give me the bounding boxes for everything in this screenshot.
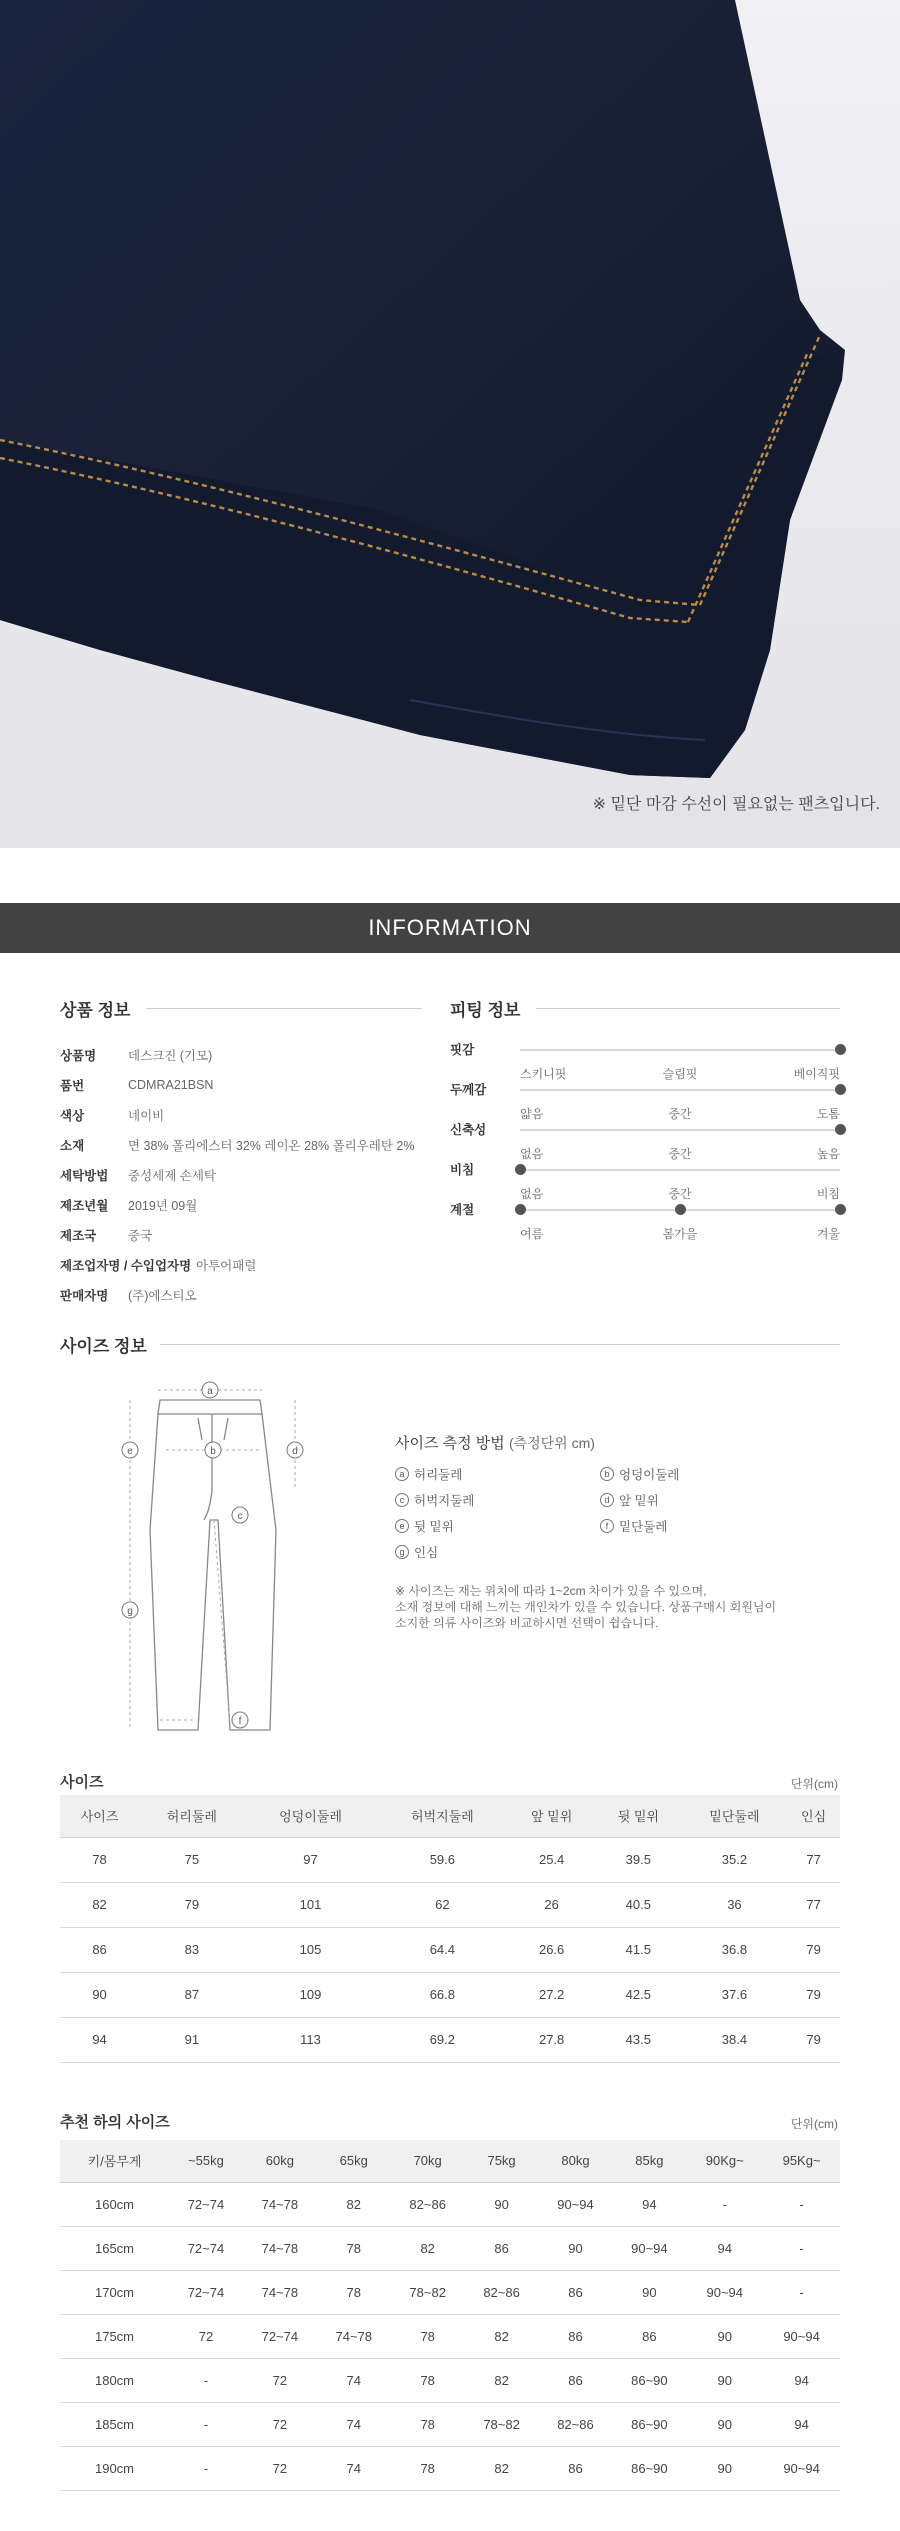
table-cell: 113 bbox=[245, 2017, 377, 2062]
table-cell: - bbox=[763, 2182, 840, 2226]
table-cell: 109 bbox=[245, 1972, 377, 2017]
table-cell: 78 bbox=[391, 2402, 465, 2446]
fitting-option: 높음 bbox=[816, 1147, 840, 1161]
table-cell: 82 bbox=[465, 2314, 539, 2358]
measure-title: 사이즈 측정 방법 (측정단위 cm) bbox=[395, 1435, 595, 1452]
table-cell: 90 bbox=[686, 2314, 763, 2358]
table-cell: 94 bbox=[763, 2358, 840, 2402]
fitting-option: 스키니핏 bbox=[520, 1067, 567, 1081]
fitting-row bbox=[450, 1040, 840, 1080]
table-cell: 43.5 bbox=[595, 2017, 682, 2062]
table-cell: 78 bbox=[317, 2226, 391, 2270]
table-cell: 90 bbox=[686, 2402, 763, 2446]
table-cell: 72~74 bbox=[169, 2270, 243, 2314]
product-row: 제조년월 2019년 09월 bbox=[60, 1199, 198, 1213]
fitting-row bbox=[450, 1200, 840, 1240]
measure-mark: b bbox=[600, 1467, 614, 1481]
measure-mark: e bbox=[395, 1519, 409, 1533]
fitting-marker bbox=[515, 1204, 526, 1215]
table-cell: 97 bbox=[245, 1837, 377, 1882]
fitting-label: 두께감 bbox=[450, 1083, 487, 1097]
size-note: ※ 사이즈는 재는 위치에 따라 1~2cm 차이가 있을 수 있으며, 소재 정보에 대해 느끼는 개인차가 있을 수 있습니다. 상품구매시 회원님이 소지한 의류 사이즈와 비교하시면 선택이 쉽습니다. bbox=[395, 1584, 777, 1630]
table-header-cell: 앞 밑위 bbox=[508, 1795, 595, 1837]
table-cell: 26 bbox=[508, 1882, 595, 1927]
table-cell: 86~90 bbox=[612, 2402, 686, 2446]
product-row: 소재 면 38% 폴리에스터 32% 레이온 28% 폴리우레탄 2% bbox=[60, 1139, 415, 1153]
table-cell: 36 bbox=[682, 1882, 787, 1927]
table-row bbox=[60, 2358, 840, 2402]
product-info-table bbox=[60, 1040, 440, 1310]
table-header-cell: 엉덩이둘레 bbox=[245, 1795, 377, 1837]
table-header-cell: 70kg bbox=[391, 2140, 465, 2182]
table-cell: 36.8 bbox=[682, 1927, 787, 1972]
table-header-cell: 사이즈 bbox=[60, 1795, 139, 1837]
fitting-scale bbox=[520, 1129, 840, 1161]
mark-c: c bbox=[237, 1511, 243, 1522]
mark-d: d bbox=[292, 1446, 298, 1457]
table-row bbox=[60, 1972, 840, 2017]
table-cell: 64.4 bbox=[376, 1927, 508, 1972]
recommend-table-title: 추천 하의 사이즈 bbox=[60, 2114, 170, 2131]
fitting-option: 슬림핏 bbox=[662, 1067, 698, 1081]
fitting-option: 비침 bbox=[816, 1187, 840, 1201]
table-cell: - bbox=[763, 2226, 840, 2270]
fitting-scale bbox=[520, 1049, 840, 1081]
divider bbox=[160, 1344, 840, 1345]
table-header-cell: 키/몸무게 bbox=[60, 2140, 169, 2182]
mark-a: a bbox=[207, 1386, 213, 1397]
table-cell: 94 bbox=[60, 2017, 139, 2062]
table-header-cell: 80kg bbox=[539, 2140, 613, 2182]
table-row bbox=[60, 2270, 840, 2314]
table-cell: 74~78 bbox=[243, 2182, 317, 2226]
table-header-cell: ~55kg bbox=[169, 2140, 243, 2182]
mark-g: g bbox=[127, 1606, 133, 1617]
table-header-cell: 95Kg~ bbox=[763, 2140, 840, 2182]
table-cell: 72 bbox=[243, 2358, 317, 2402]
table-cell: 42.5 bbox=[595, 1972, 682, 2017]
measure-item bbox=[395, 1543, 600, 1561]
table-cell: 38.4 bbox=[682, 2017, 787, 2062]
product-row: 상품명 데스크진 (기모) bbox=[60, 1049, 213, 1063]
table-row bbox=[60, 1927, 840, 1972]
table-cell: 160cm bbox=[60, 2182, 169, 2226]
table-cell: 26.6 bbox=[508, 1927, 595, 1972]
fitting-option: 베이직핏 bbox=[793, 1067, 840, 1081]
table-cell: 79 bbox=[139, 1882, 244, 1927]
table-cell: 90~94 bbox=[612, 2226, 686, 2270]
table-cell: 90 bbox=[686, 2358, 763, 2402]
table-cell: - bbox=[763, 2270, 840, 2314]
table-cell: 75 bbox=[139, 1837, 244, 1882]
table-cell: 79 bbox=[787, 1927, 840, 1972]
table-cell: 35.2 bbox=[682, 1837, 787, 1882]
table-cell: 185cm bbox=[60, 2402, 169, 2446]
measure-item bbox=[395, 1465, 600, 1483]
measure-mark: g bbox=[395, 1545, 409, 1559]
product-row: 판매자명 (주)에스티오 bbox=[60, 1289, 197, 1303]
product-row: 제조업자명 / 수입업자명 아투어패럴 bbox=[60, 1259, 257, 1273]
table-cell: 86 bbox=[60, 1927, 139, 1972]
fitting-option: 얇음 bbox=[520, 1107, 544, 1121]
table-cell: 82 bbox=[465, 2446, 539, 2490]
fitting-label: 계절 bbox=[450, 1203, 475, 1217]
measure-label: 허리둘레 bbox=[414, 1468, 463, 1482]
fitting-option: 중간 bbox=[668, 1147, 692, 1161]
table-cell: 82 bbox=[317, 2182, 391, 2226]
table-header-cell: 허벅지둘레 bbox=[376, 1795, 508, 1837]
mark-e: e bbox=[127, 1446, 133, 1457]
table-cell: 69.2 bbox=[376, 2017, 508, 2062]
measure-label: 밑단둘레 bbox=[619, 1520, 668, 1534]
measure-item bbox=[600, 1465, 805, 1483]
fitting-option: 겨울 bbox=[816, 1227, 840, 1241]
table-cell: 25.4 bbox=[508, 1837, 595, 1882]
measure-mark: d bbox=[600, 1493, 614, 1507]
table-cell: 190cm bbox=[60, 2446, 169, 2490]
table-cell: 78 bbox=[391, 2314, 465, 2358]
table-cell: 41.5 bbox=[595, 1927, 682, 1972]
table-cell: 86~90 bbox=[612, 2446, 686, 2490]
table-cell: 86 bbox=[539, 2446, 613, 2490]
fitting-row bbox=[450, 1160, 840, 1200]
table-cell: 94 bbox=[686, 2226, 763, 2270]
measure-label: 허벅지둘레 bbox=[414, 1494, 475, 1508]
table-cell: 86~90 bbox=[612, 2358, 686, 2402]
measure-mark: f bbox=[600, 1519, 614, 1533]
table-cell: - bbox=[169, 2358, 243, 2402]
table-cell: 170cm bbox=[60, 2270, 169, 2314]
fitting-marker bbox=[835, 1204, 846, 1215]
table-cell: 72 bbox=[243, 2446, 317, 2490]
table-header-cell: 65kg bbox=[317, 2140, 391, 2182]
table-cell: 94 bbox=[763, 2402, 840, 2446]
table-header-cell: 뒷 밑위 bbox=[595, 1795, 682, 1837]
fitting-info-title: 피팅 정보 bbox=[450, 1001, 521, 1020]
table-cell: 78 bbox=[60, 1837, 139, 1882]
table-cell: 72~74 bbox=[243, 2314, 317, 2358]
table-cell: 91 bbox=[139, 2017, 244, 2062]
fitting-option: 중간 bbox=[668, 1187, 692, 1201]
fitting-label: 비침 bbox=[450, 1163, 475, 1177]
table-cell: 78 bbox=[317, 2270, 391, 2314]
table-row bbox=[60, 2314, 840, 2358]
table-cell: 82 bbox=[391, 2226, 465, 2270]
fitting-row bbox=[450, 1080, 840, 1120]
fitting-scale bbox=[520, 1089, 840, 1121]
table-cell: 90 bbox=[60, 1972, 139, 2017]
table-cell: 94 bbox=[612, 2182, 686, 2226]
table-cell: 72 bbox=[243, 2402, 317, 2446]
table-cell: 165cm bbox=[60, 2226, 169, 2270]
table-cell: 78~82 bbox=[391, 2270, 465, 2314]
information-header: INFORMATION bbox=[0, 903, 900, 953]
fitting-marker bbox=[675, 1204, 686, 1215]
table-cell: 27.2 bbox=[508, 1972, 595, 2017]
fitting-row bbox=[450, 1120, 840, 1160]
table-cell: 74 bbox=[317, 2402, 391, 2446]
table-cell: 90~94 bbox=[763, 2446, 840, 2490]
table-cell: 78 bbox=[391, 2446, 465, 2490]
table-row bbox=[60, 1882, 840, 1927]
table-cell: 72~74 bbox=[169, 2226, 243, 2270]
table-cell: - bbox=[169, 2446, 243, 2490]
table-cell: 82 bbox=[465, 2358, 539, 2402]
table-cell: 72 bbox=[169, 2314, 243, 2358]
product-photo bbox=[0, 0, 900, 848]
measure-items bbox=[395, 1465, 815, 1561]
fitting-option: 없음 bbox=[520, 1187, 544, 1201]
table-cell: 79 bbox=[787, 1972, 840, 2017]
table-cell: 78 bbox=[391, 2358, 465, 2402]
size-table-unit: 단위(cm) bbox=[790, 1777, 838, 1791]
table-cell: 59.6 bbox=[376, 1837, 508, 1882]
size-table bbox=[60, 1795, 840, 2063]
table-cell: 90~94 bbox=[763, 2314, 840, 2358]
fitting-label: 신축성 bbox=[450, 1123, 487, 1137]
table-cell: 77 bbox=[787, 1837, 840, 1882]
table-header-cell: 75kg bbox=[465, 2140, 539, 2182]
table-cell: 90 bbox=[686, 2446, 763, 2490]
fitting-option: 없음 bbox=[520, 1147, 544, 1161]
table-cell: 74~78 bbox=[317, 2314, 391, 2358]
product-row: 색상 네이비 bbox=[60, 1109, 165, 1123]
table-cell: 27.8 bbox=[508, 2017, 595, 2062]
table-cell: 175cm bbox=[60, 2314, 169, 2358]
table-header-row bbox=[60, 2140, 840, 2182]
measure-item bbox=[600, 1491, 805, 1509]
table-cell: 82~86 bbox=[465, 2270, 539, 2314]
product-info-title: 상품 정보 bbox=[60, 1001, 131, 1020]
table-row bbox=[60, 2446, 840, 2490]
table-cell: 90 bbox=[612, 2270, 686, 2314]
jeans-hem-image bbox=[0, 0, 900, 848]
table-cell: 74 bbox=[317, 2358, 391, 2402]
size-table-title: 사이즈 bbox=[60, 1774, 104, 1791]
measure-item bbox=[395, 1491, 600, 1509]
table-cell: 74 bbox=[317, 2446, 391, 2490]
divider bbox=[146, 1008, 422, 1009]
table-cell: 105 bbox=[245, 1927, 377, 1972]
fitting-option: 여름 bbox=[520, 1227, 544, 1241]
fitting-scale bbox=[520, 1169, 840, 1201]
table-cell: - bbox=[169, 2402, 243, 2446]
fitting-info bbox=[450, 1040, 840, 1240]
product-row: 세탁방법 중성세제 손세탁 bbox=[60, 1169, 216, 1183]
measure-label: 뒷 밑위 bbox=[414, 1520, 454, 1534]
table-cell: 66.8 bbox=[376, 1972, 508, 2017]
table-cell: 90~94 bbox=[539, 2182, 613, 2226]
measure-label: 엉덩이둘레 bbox=[619, 1468, 680, 1482]
table-cell: 86 bbox=[539, 2314, 613, 2358]
table-row bbox=[60, 2182, 840, 2226]
table-header-cell: 85kg bbox=[612, 2140, 686, 2182]
table-row bbox=[60, 2402, 840, 2446]
table-cell: 101 bbox=[245, 1882, 377, 1927]
table-cell: 90 bbox=[465, 2182, 539, 2226]
fitting-scale bbox=[520, 1209, 840, 1241]
table-header-cell: 인심 bbox=[787, 1795, 840, 1837]
measure-item bbox=[600, 1517, 805, 1535]
table-row bbox=[60, 2226, 840, 2270]
table-header-cell: 90Kg~ bbox=[686, 2140, 763, 2182]
divider bbox=[536, 1008, 840, 1009]
pants-measurement-diagram bbox=[110, 1370, 330, 1740]
table-cell: 90 bbox=[539, 2226, 613, 2270]
hem-caption: ※ 밑단 마감 수선이 필요없는 팬츠입니다. bbox=[592, 796, 880, 813]
table-cell: 77 bbox=[787, 1882, 840, 1927]
measure-item bbox=[395, 1517, 600, 1535]
table-row bbox=[60, 2017, 840, 2062]
table-cell: 78~82 bbox=[465, 2402, 539, 2446]
table-cell: 90~94 bbox=[686, 2270, 763, 2314]
table-row bbox=[60, 1837, 840, 1882]
fitting-option: 도톰 bbox=[816, 1107, 840, 1121]
table-cell: 86 bbox=[539, 2270, 613, 2314]
measure-mark: a bbox=[395, 1467, 409, 1481]
table-header-row bbox=[60, 1795, 840, 1837]
table-cell: 82 bbox=[60, 1882, 139, 1927]
table-cell: 62 bbox=[376, 1882, 508, 1927]
mark-b: b bbox=[210, 1446, 216, 1457]
fitting-option: 봄가을 bbox=[662, 1227, 698, 1241]
table-cell: 74~78 bbox=[243, 2270, 317, 2314]
size-info-title: 사이즈 정보 bbox=[60, 1337, 147, 1356]
fitting-option: 중간 bbox=[668, 1107, 692, 1121]
table-cell: 37.6 bbox=[682, 1972, 787, 2017]
measure-mark: c bbox=[395, 1493, 409, 1507]
fitting-marker bbox=[835, 1044, 846, 1055]
table-header-cell: 허리둘레 bbox=[139, 1795, 244, 1837]
recommend-table-unit: 단위(cm) bbox=[790, 2117, 838, 2131]
fitting-marker bbox=[835, 1084, 846, 1095]
product-row: 제조국 중국 bbox=[60, 1229, 153, 1243]
fitting-marker bbox=[515, 1164, 526, 1175]
table-cell: 180cm bbox=[60, 2358, 169, 2402]
table-cell: 72~74 bbox=[169, 2182, 243, 2226]
fitting-marker bbox=[835, 1124, 846, 1135]
table-cell: 40.5 bbox=[595, 1882, 682, 1927]
table-cell: 86 bbox=[465, 2226, 539, 2270]
measure-label: 인심 bbox=[414, 1546, 439, 1560]
fitting-label: 핏감 bbox=[450, 1043, 475, 1057]
table-header-cell: 밑단둘레 bbox=[682, 1795, 787, 1837]
table-cell: 86 bbox=[539, 2358, 613, 2402]
table-cell: 82~86 bbox=[391, 2182, 465, 2226]
table-header-cell: 60kg bbox=[243, 2140, 317, 2182]
table-cell: 87 bbox=[139, 1972, 244, 2017]
mark-f: f bbox=[238, 1716, 242, 1727]
table-cell: 86 bbox=[612, 2314, 686, 2358]
table-cell: 74~78 bbox=[243, 2226, 317, 2270]
table-cell: - bbox=[686, 2182, 763, 2226]
table-cell: 83 bbox=[139, 1927, 244, 1972]
measure-label: 앞 밑위 bbox=[619, 1494, 659, 1508]
table-cell: 82~86 bbox=[539, 2402, 613, 2446]
measurement-guide bbox=[395, 1432, 815, 1631]
recommend-size-table bbox=[60, 2140, 840, 2491]
table-cell: 79 bbox=[787, 2017, 840, 2062]
table-cell: 39.5 bbox=[595, 1837, 682, 1882]
product-row: 품번 CDMRA21BSN bbox=[60, 1078, 214, 1093]
